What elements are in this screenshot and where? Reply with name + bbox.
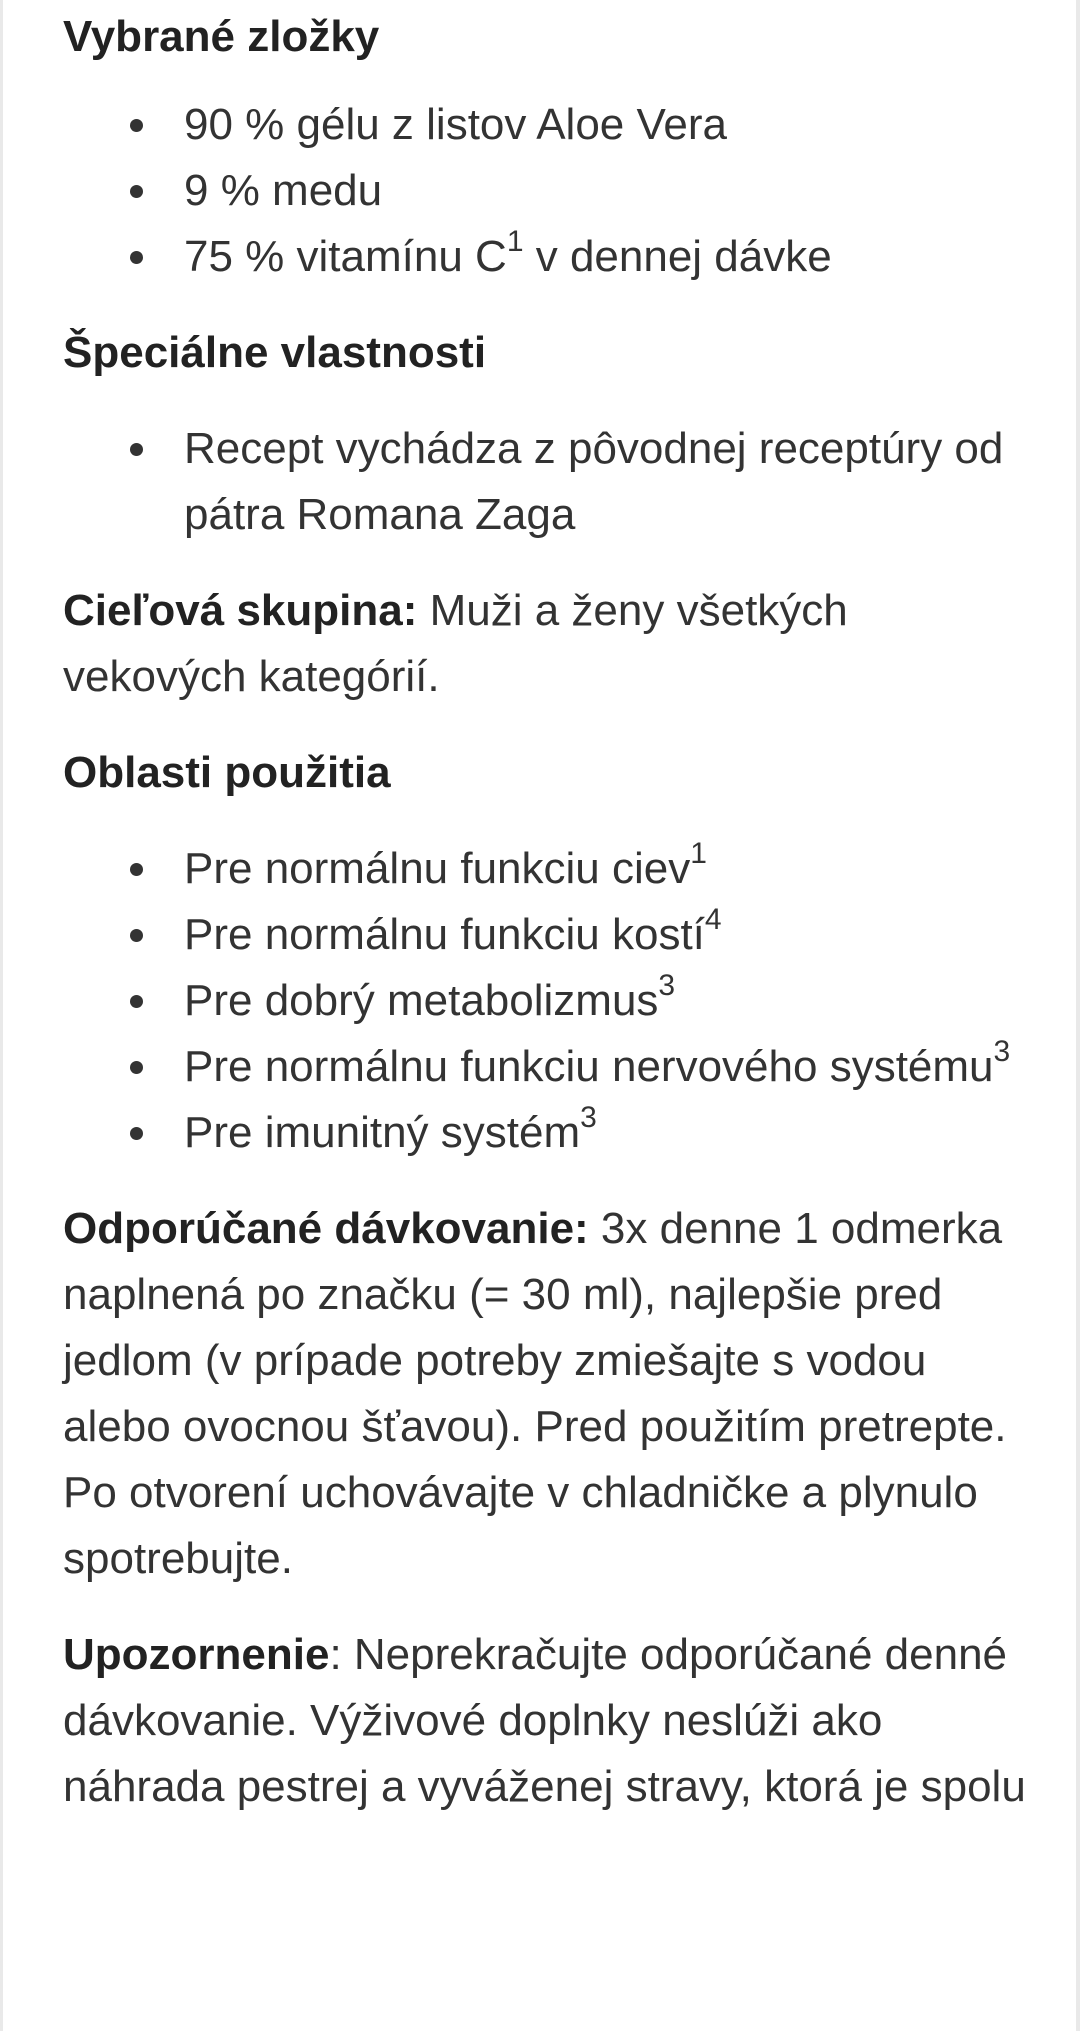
bullet-icon: [130, 119, 143, 132]
list-item-text: 90 % gélu z listov Aloe Vera: [184, 100, 727, 149]
ingredients-list: [63, 92, 1036, 290]
list-item-text: 75 % vitamínu C: [184, 232, 507, 281]
footnote-marker: 1: [690, 837, 707, 871]
usage-areas-heading: Oblasti použitia: [63, 748, 391, 797]
dosage-paragraph: [63, 1196, 1036, 1592]
list-item-text: Pre dobrý metabolizmus: [184, 976, 659, 1025]
list-item: [184, 1034, 1036, 1100]
warning-paragraph: [63, 1622, 1036, 1820]
footnote-marker: 3: [658, 969, 676, 1003]
list-item-text: Pre imunitný systém: [184, 1108, 581, 1157]
bullet-icon: [130, 185, 143, 198]
warning-text: : Neprekračujte odporúčané denné dávkovanie. Výživové doplnky neslúži ako náhrada pestrej a vyváženej stravy, ktorá je spolu: [63, 1630, 1026, 1811]
warning-label: Upozornenie: [63, 1630, 330, 1679]
list-item-text: Pre normálnu funkciu nervového systému: [184, 1042, 994, 1091]
bullet-icon: [130, 929, 143, 942]
dosage-label: Odporúčané dávkovanie:: [63, 1204, 589, 1253]
list-item: [184, 416, 1036, 548]
special-properties-list: [63, 416, 1036, 548]
product-description: [3, 0, 1076, 2031]
list-item: [184, 224, 1036, 290]
bullet-icon: [130, 443, 143, 456]
bullet-icon: [130, 863, 143, 876]
list-item: [184, 92, 1036, 158]
list-item: [184, 968, 1036, 1034]
list-item: [184, 158, 1036, 224]
target-group-text: Muži a ženy všetkých vekových kategórií.: [63, 586, 848, 701]
footnote-marker: 4: [704, 903, 722, 937]
list-item-text: Pre normálnu funkciu ciev: [184, 844, 691, 893]
list-item-text-suffix: v dennej dávke: [523, 232, 832, 281]
bullet-icon: [130, 1061, 143, 1074]
target-group-label: Cieľová skupina:: [63, 586, 418, 635]
usage-areas-list: [63, 836, 1036, 1166]
list-item: [184, 836, 1036, 902]
list-item-text: 9 % medu: [184, 166, 383, 215]
target-group-paragraph: [63, 578, 1036, 710]
bullet-icon: [130, 251, 143, 264]
bullet-icon: [130, 995, 143, 1008]
special-properties-heading: Špeciálne vlastnosti: [63, 328, 487, 377]
list-item: [184, 902, 1036, 968]
footnote-marker: 3: [580, 1101, 597, 1135]
list-item-text: Pre normálnu funkciu kostí: [184, 910, 705, 959]
list-item-text: Recept vychádza z pôvodnej receptúry od pátra Romana Zaga: [184, 424, 1004, 539]
list-item: [184, 1100, 1036, 1166]
ingredients-heading: Vybrané zložky: [63, 12, 380, 61]
footnote-marker: 1: [506, 225, 524, 259]
dosage-text: 3x denne 1 odmerka naplnená po značku (= 30 ml), najlepšie pred jedlom (v prípade potreby zmiešajte s vodou alebo ovocnou šťavou). Pred použitím pretrepte. Po otvorení uchovávajte v chladničke a plynulo spotrebujte.: [63, 1204, 1007, 1583]
bullet-icon: [130, 1127, 143, 1140]
footnote-marker: 3: [993, 1035, 1011, 1069]
